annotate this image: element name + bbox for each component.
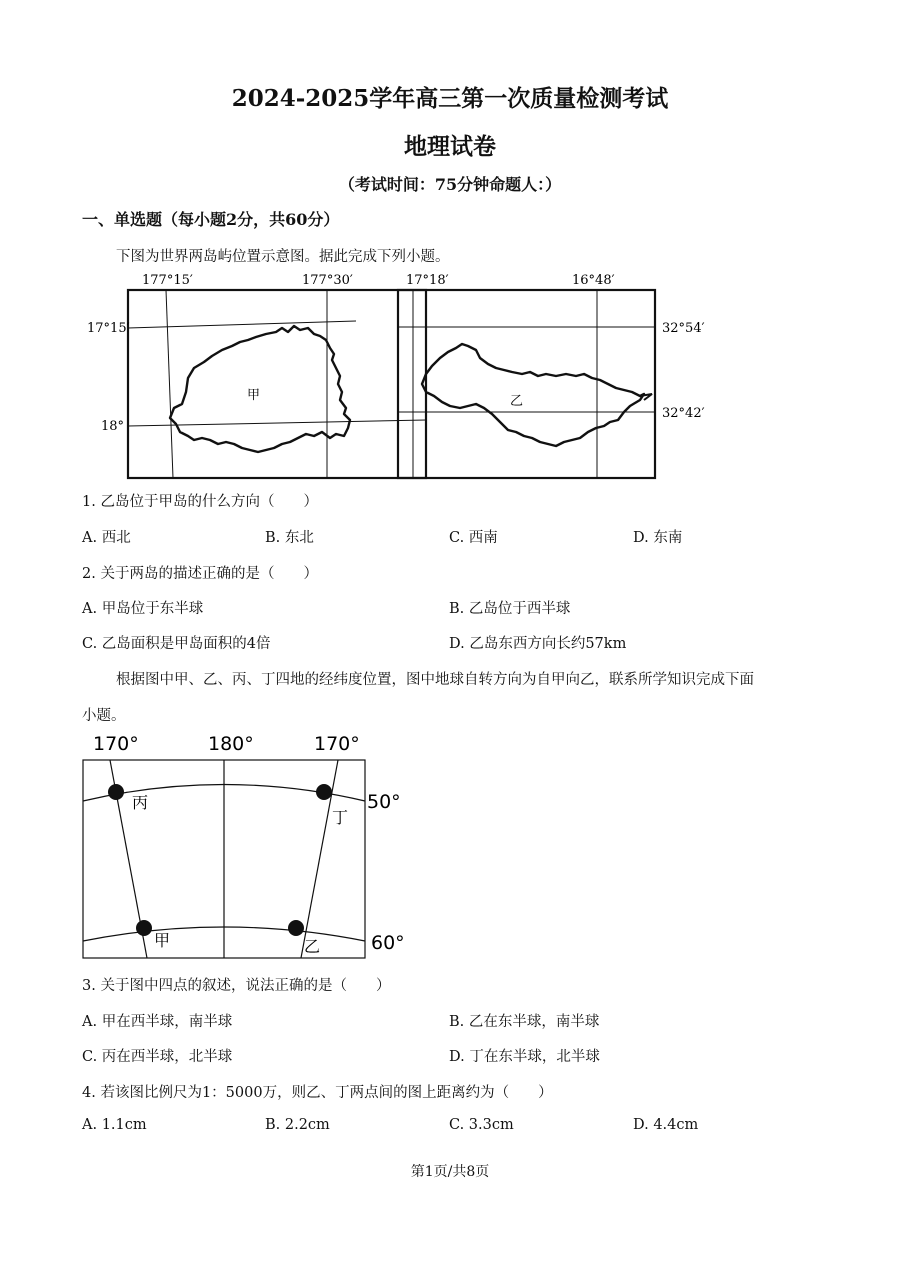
q4-option-b[interactable]: B. 2.2cm [265,1117,330,1133]
graticule-figure [75,728,415,968]
label-yi: 乙 [304,937,321,956]
point-yi [288,920,304,936]
map-jia-lat-bottom: 18° [101,419,125,434]
page-footer: 第1页/共8页 [410,1164,490,1180]
point-ding [316,784,332,800]
island-jia-label: 甲 [247,388,261,403]
q1-option-d[interactable]: D. 东南 [633,530,683,546]
q3-stem: 3. 关于图中四点的叙述，说法正确的是（ ） [82,978,391,994]
intro-text-2-line1: 根据图中甲、乙、丙、丁四地的经纬度位置，图中地球自转方向为自甲向乙，联系所学知识完成下面 [116,672,754,688]
q4-option-d[interactable]: D. 4.4cm [633,1117,699,1133]
q2-option-c[interactable]: C. 乙岛面积是甲岛面积的4倍 [82,636,271,652]
map-jia-lon-right: 177°30′ [302,273,353,288]
label-ding: 丁 [332,808,349,827]
q2-option-b[interactable]: B. 乙岛位于西半球 [449,601,571,617]
map-jia-lat-top: 17°15′ [87,321,130,336]
exam-title: 2024-2025学年高三第一次质量检测考试 [231,85,669,112]
map-yi [398,273,705,478]
intro-text-2-line2: 小题。 [82,708,126,724]
map-yi-lon-left: 17°18′ [406,273,449,288]
q2-option-d[interactable]: D. 乙岛东西方向长约57km [449,636,627,652]
q1-stem: 1. 乙岛位于甲岛的什么方向（ ） [82,494,318,510]
q3-option-c[interactable]: C. 丙在西半球，北半球 [82,1049,233,1065]
subject-title: 地理试卷 [404,133,496,160]
map-yi-lon-right: 16°48′ [572,273,615,288]
q4-option-a[interactable]: A. 1.1cm [82,1117,147,1133]
intro-text-1: 下图为世界两岛屿位置示意图。据此完成下列小题。 [116,249,450,265]
lat-bottom-label: 60° [371,932,405,954]
q1-option-b[interactable]: B. 东北 [265,530,314,546]
island-yi-outline [422,344,644,446]
map-jia-lon-left: 177°15′ [142,273,193,288]
map-jia [87,273,426,478]
point-jia [136,920,152,936]
point-bing [108,784,124,800]
map-yi-lat-bottom: 32°42′ [662,406,705,421]
lon-right-label: 170° [314,733,360,755]
lon-mid-label: 180° [208,733,254,755]
label-bing: 丙 [132,793,149,812]
lon-left-label: 170° [93,733,139,755]
q2-stem: 2. 关于两岛的描述正确的是（ ） [82,566,318,582]
island-maps-figure [70,262,705,487]
q3-option-a[interactable]: A. 甲在西半球，南半球 [82,1014,233,1030]
q2-option-a[interactable]: A. 甲岛位于东半球 [82,601,204,617]
q3-option-d[interactable]: D. 丁在东半球，北半球 [449,1049,600,1065]
island-yi-label: 乙 [510,394,524,409]
map-yi-lat-top: 32°54′ [662,321,705,336]
label-jia: 甲 [154,931,171,950]
q3-option-b[interactable]: B. 乙在东半球，南半球 [449,1014,600,1030]
lat-top-label: 50° [367,791,401,813]
section-heading: 一、单选题（每小题2分，共60分） [82,210,340,229]
q4-stem: 4. 若该图比例尺为1：5000万，则乙、丁两点间的图上距离约为（ ） [82,1085,553,1101]
exam-info: （考试时间：75分钟命题人：） [338,175,562,194]
q1-option-a[interactable]: A. 西北 [82,530,131,546]
q4-option-c[interactable]: C. 3.3cm [449,1117,514,1133]
q1-option-c[interactable]: C. 西南 [449,530,498,546]
